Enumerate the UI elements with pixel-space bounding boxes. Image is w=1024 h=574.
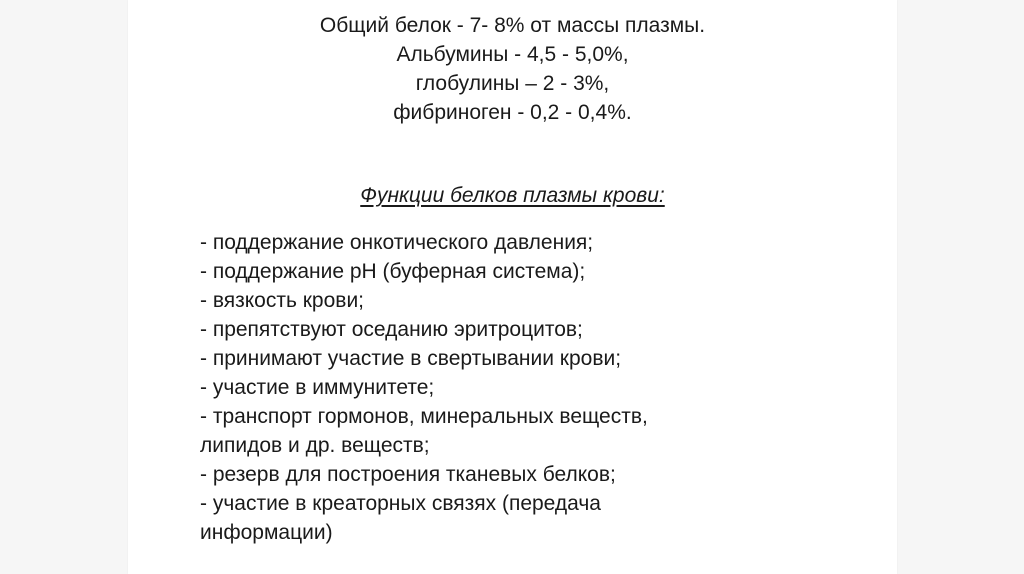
list-item: информации) xyxy=(200,521,333,544)
albumin-line: Альбумины - 4,5 - 5,0%, xyxy=(396,43,629,66)
list-item: - препятствуют оседанию эритроцитов; xyxy=(200,318,583,341)
protein-composition-block xyxy=(128,11,897,127)
functions-list xyxy=(200,228,880,547)
globulin-line: глобулины – 2 - 3%, xyxy=(415,72,610,95)
functions-title: Функции белков плазмы крови: xyxy=(360,184,665,207)
list-item: - поддержание pH (буферная система); xyxy=(200,260,586,283)
list-item: - поддержание онкотического давления; xyxy=(200,231,594,254)
list-item: - участие в креаторных связях (передача xyxy=(200,492,601,515)
list-item: - резерв для построения тканевых белков; xyxy=(200,463,616,486)
total-protein-line: Общий белок - 7- 8% от массы плазмы. xyxy=(319,14,706,37)
list-item: - участие в иммунитете; xyxy=(200,376,435,399)
fibrinogen-line: фибриноген - 0,2 - 0,4%. xyxy=(393,101,632,124)
list-item: - вязкость крови; xyxy=(200,289,365,312)
list-item: - транспорт гормонов, минеральных веществ, xyxy=(200,405,648,428)
slide-content xyxy=(128,0,897,574)
slide xyxy=(128,0,897,574)
list-item: липидов и др. веществ; xyxy=(200,434,430,457)
list-item: - принимают участие в свертывании крови; xyxy=(200,347,622,370)
